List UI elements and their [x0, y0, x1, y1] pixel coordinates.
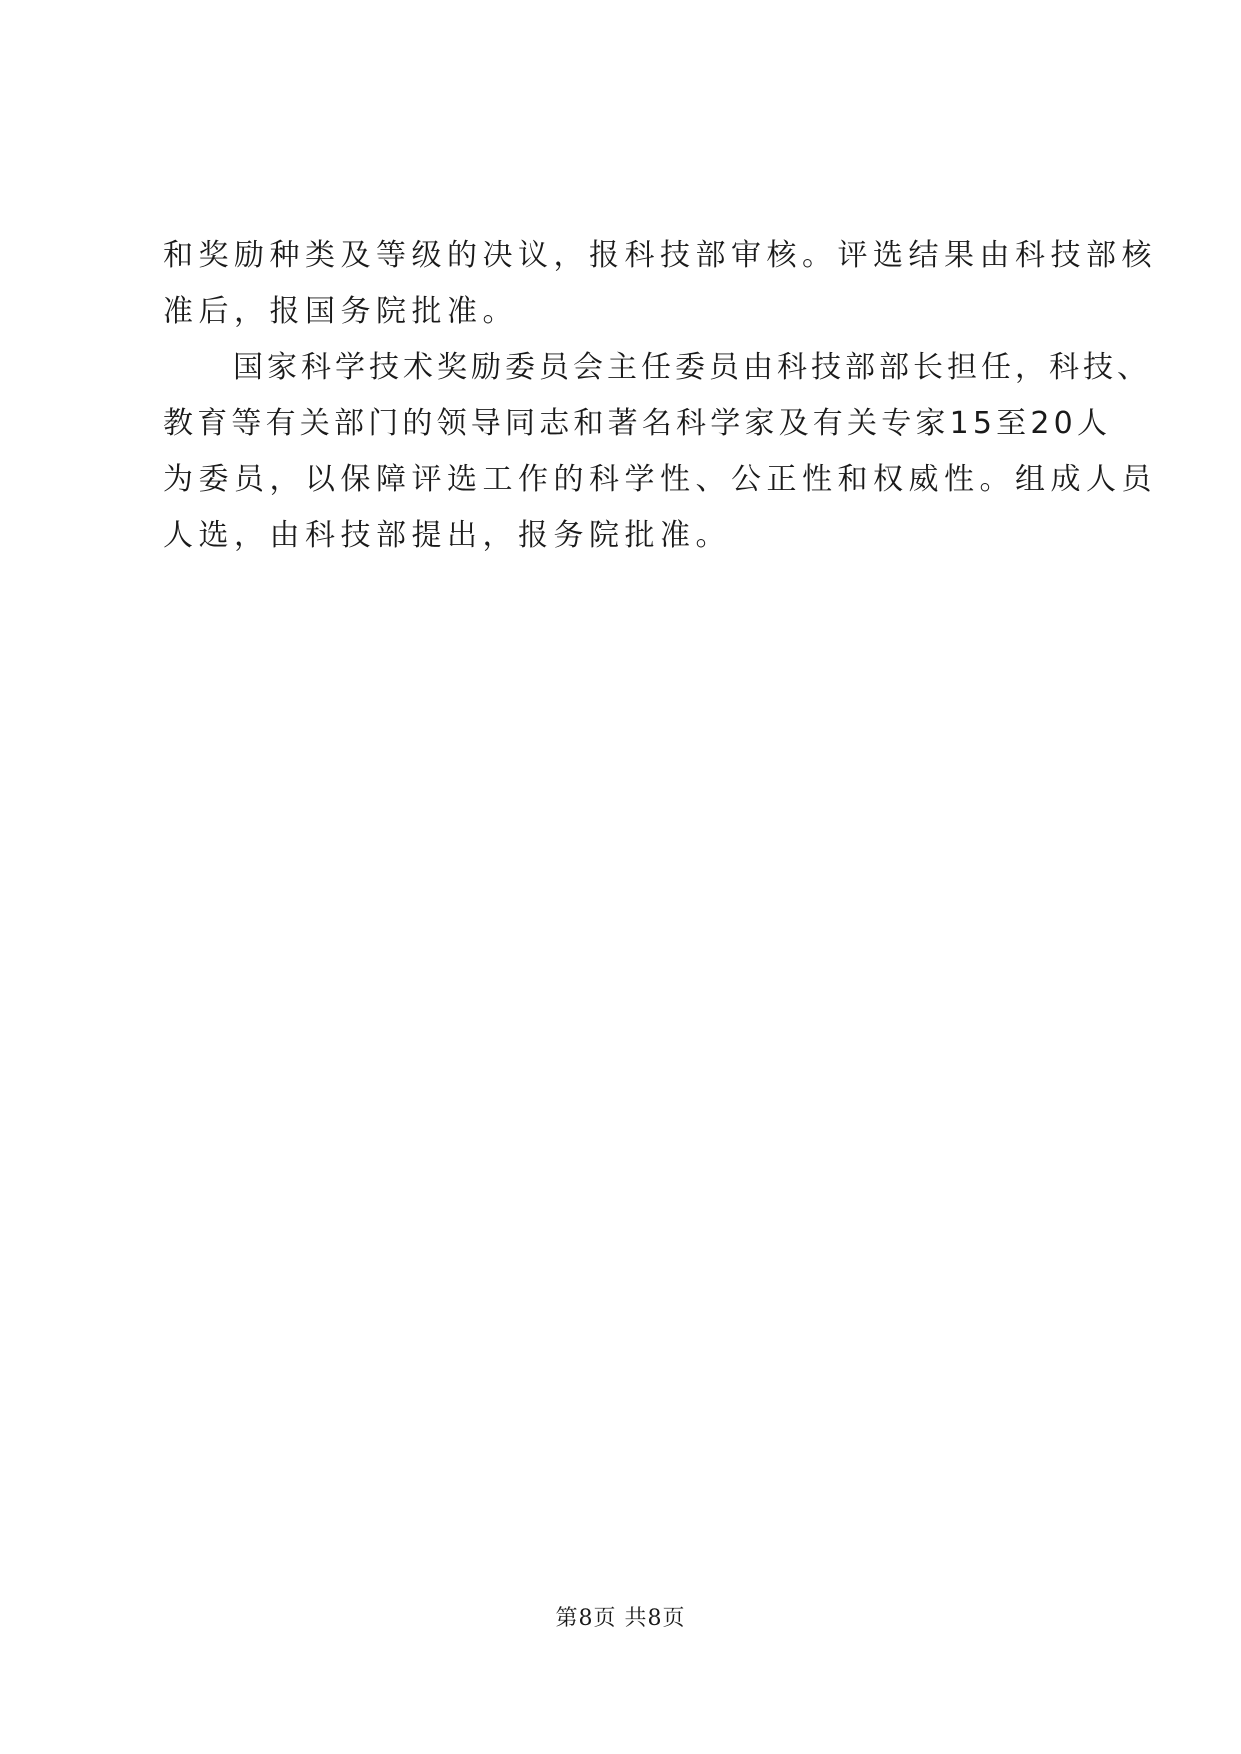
document-body — [163, 228, 1157, 564]
paragraph-line: 人选，由科技部提出，报务院批准。 — [163, 518, 731, 553]
paragraph-line: 国家科学技术奖励委员会主任委员由科技部部长担任，科技、 — [233, 350, 1151, 385]
paragraph-line: 准后，报国务院批准。 — [163, 294, 518, 329]
paragraph-line: 为委员，以保障评选工作的科学性、公正性和权威性。组成人员 — [163, 462, 1157, 497]
paragraph-line: 教育等有关部门的领导同志和著名科学家及有关专家15至20人 — [163, 406, 1112, 441]
paragraph-line: 和奖励种类及等级的决议，报科技部审核。评选结果由科技部核 — [163, 238, 1157, 273]
page-footer: 第8页 共8页 — [555, 1606, 686, 1631]
